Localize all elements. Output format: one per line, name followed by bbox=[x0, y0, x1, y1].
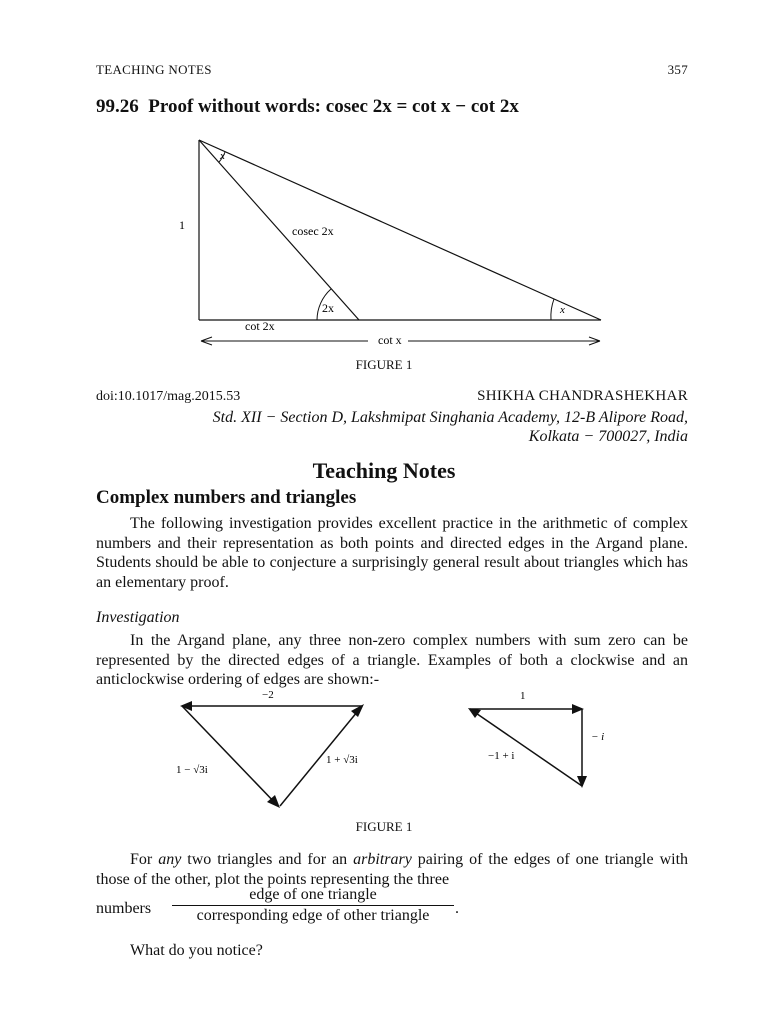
section-title: Teaching Notes bbox=[312, 458, 456, 483]
investigation-heading: Investigation bbox=[96, 609, 180, 626]
figure-2-caption: FIGURE 1 bbox=[355, 819, 413, 834]
investigation-text: In the Argand plane, any three non-zero complex numbers with sum zero can be represented by the directed edges of a triangle. Examples of both a clockwise and an anticlockwise ordering of edges are shown:- bbox=[96, 632, 688, 688]
para3-text-b: two triangles and for an bbox=[181, 851, 354, 868]
right-tri-hyp-label: −1 + i bbox=[488, 750, 515, 762]
para3-text-c: pairing of the edges of one triangle with those of the other, plot the points representing the three bbox=[96, 851, 689, 888]
right-tri-hyp-edge bbox=[470, 709, 582, 786]
triangle-hypotenuse bbox=[199, 140, 601, 320]
running-header bbox=[96, 62, 688, 78]
label-cosec: cosec 2x bbox=[292, 224, 334, 238]
article-formula: cosec 2x = cot x − cot 2x bbox=[325, 96, 519, 117]
article-title bbox=[96, 96, 519, 118]
left-tri-left-label: 1 − √3i bbox=[176, 764, 208, 776]
intro-text: The following investigation provides excellent practice in the arithmetic of complex numbers and their representation as both points and directed edges in the Argand plane. Students should be able to conjecture a surprisingly general result about triangles which has an elementary proof. bbox=[96, 515, 688, 591]
fraction-end-dot: . bbox=[455, 900, 459, 917]
article-number: 99.26 bbox=[96, 96, 139, 117]
investigation-paragraph bbox=[96, 631, 688, 690]
closing-question: What do you notice? bbox=[130, 942, 263, 959]
label-angle-right: x bbox=[560, 304, 565, 316]
affiliation-line-1: Std. XII − Section D, Lakshmipat Singhania Academy, 12-B Alipore Road, bbox=[212, 409, 688, 426]
figure-argand-triangles bbox=[170, 686, 610, 816]
label-base-long: cot x bbox=[378, 333, 402, 347]
intro-paragraph bbox=[96, 514, 688, 592]
angle-arc-right bbox=[551, 299, 554, 320]
instruction-paragraph bbox=[96, 850, 688, 889]
label-angle-mid: 2x bbox=[322, 301, 334, 315]
right-tri-right-arrowhead bbox=[577, 776, 587, 788]
para3-text-a: For bbox=[130, 851, 159, 868]
left-tri-right-label: 1 + √3i bbox=[326, 754, 358, 766]
emphasis-any: any bbox=[158, 851, 182, 868]
right-tri-right-label: − i bbox=[591, 731, 605, 743]
doi: doi:10.1017/mag.2015.53 bbox=[96, 389, 241, 404]
label-angle-top: x bbox=[220, 150, 225, 162]
figure-proof-triangle bbox=[170, 130, 620, 355]
affiliation-line-2: Kolkata − 700027, India bbox=[528, 428, 688, 445]
author-affiliation bbox=[213, 408, 688, 446]
right-tri-top-label: 1 bbox=[520, 690, 526, 702]
author-name: SHIKHA CHANDRASHEKHAR bbox=[477, 388, 688, 404]
label-base-short: cot 2x bbox=[245, 319, 275, 333]
fraction-denominator: corresponding edge of other triangle bbox=[196, 907, 430, 924]
emphasis-arbitrary: arbitrary bbox=[353, 851, 412, 868]
article-title-prefix: Proof without words: bbox=[148, 96, 322, 117]
edge-ratio-fraction bbox=[172, 886, 454, 925]
figure-1-caption: FIGURE 1 bbox=[355, 357, 413, 372]
left-tri-top-label: −2 bbox=[262, 689, 274, 701]
numbers-label: numbers bbox=[96, 900, 152, 917]
running-title: TEACHING NOTES bbox=[96, 62, 212, 77]
page-number: 357 bbox=[667, 62, 688, 77]
label-side-left: 1 bbox=[179, 218, 185, 232]
cosec-line bbox=[199, 140, 359, 320]
left-tri-left-edge bbox=[182, 706, 278, 806]
subsection-title: Complex numbers and triangles bbox=[96, 487, 357, 508]
fraction-numerator: edge of one triangle bbox=[172, 886, 454, 906]
